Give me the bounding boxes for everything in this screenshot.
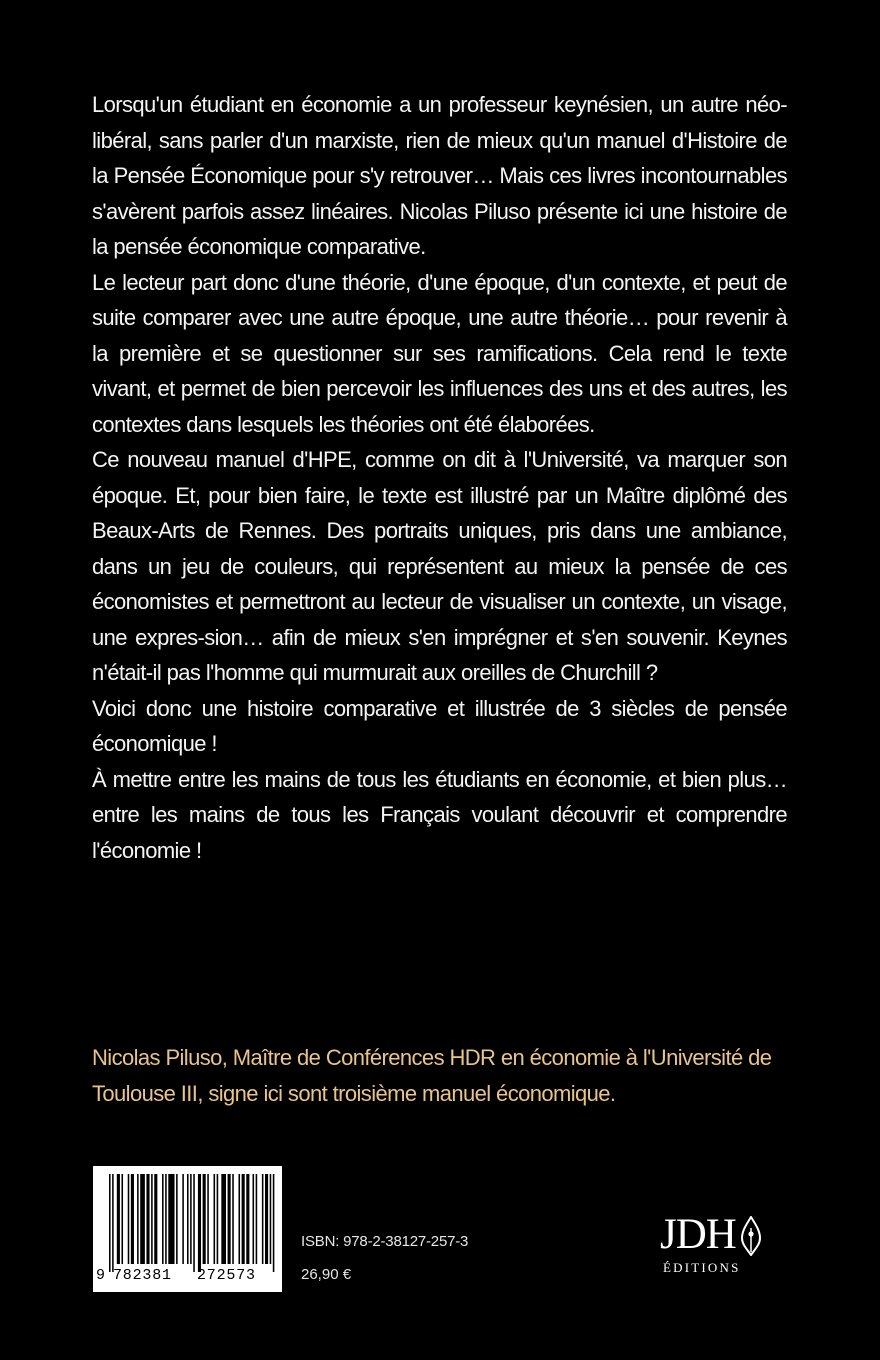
barcode-bar xyxy=(154,1174,157,1264)
blurb-paragraph-3: Ce nouveau manuel d'HPE, comme on dit à l'Université, va marquer son époque. Et, pour bien faire, le texte est illustré par un Maître diplômé des Beaux-Arts de Rennes. Des portraits uniques, pris dans une ambiance, dans un jeu de couleurs, qui représentent au mieux la pensée de ces économistes et permettront au lecteur de visualiser un contexte, un visage, une expres-sion… afin de mieux s'en imprégner et s'en souvenir. Keynes n'était-il pas l'homme qui murmurait aux oreilles de Churchill ? xyxy=(92,447,787,685)
barcode-bar xyxy=(207,1174,209,1264)
barcode-first-digit: 9 xyxy=(96,1267,106,1284)
barcode-bar xyxy=(131,1174,134,1264)
barcode-bar xyxy=(270,1174,272,1264)
barcode-bar xyxy=(203,1174,206,1264)
publisher-logo-letters: JDH xyxy=(660,1211,736,1258)
barcode-bar xyxy=(187,1174,189,1264)
barcode-bar xyxy=(228,1174,231,1264)
blurb-text xyxy=(92,87,787,868)
barcode-bar xyxy=(117,1174,120,1264)
author-bio-text: Nicolas Piluso, Maître de Conférences HDR en économie à l'Université de Toulouse III, signe ici sont troisième manuel économique. xyxy=(92,1045,772,1106)
barcode-bar xyxy=(265,1174,268,1264)
barcode-bar xyxy=(109,1174,111,1272)
barcode-bar xyxy=(273,1174,275,1272)
barcode-bar xyxy=(146,1174,149,1264)
author-bio xyxy=(92,1040,787,1112)
barcode-bar xyxy=(162,1174,164,1264)
blurb-paragraph-4: Voici donc une histoire comparative et illustrée de 3 siècles de pensée économique ! xyxy=(92,695,787,756)
barcode-bar xyxy=(190,1174,192,1264)
barcode-bar xyxy=(262,1174,264,1264)
barcode-bar xyxy=(168,1174,174,1264)
publisher-logo-subtitle: ÉDITIONS xyxy=(663,1260,741,1275)
barcode-bar xyxy=(217,1174,219,1264)
barcode-bar xyxy=(128,1174,130,1264)
barcode-bar xyxy=(121,1174,123,1264)
blurb-paragraph-1: Lorsqu'un étudiant en économie a un professeur keynésien, un autre néo-libéral, sans parler d'un marxiste, rien de mieux qu'un manuel d'Histoire de la Pensée Économique pour s'y retrouver… Mais ces livres incontournables s'avèrent parfois assez linéaires. Nicolas Piluso présente ici une histoire de la pensée économique comparative. xyxy=(92,92,787,259)
barcode-bar xyxy=(193,1174,195,1272)
barcode-bar xyxy=(140,1174,145,1264)
barcode-bar xyxy=(198,1174,201,1272)
barcode-bar xyxy=(256,1174,258,1264)
barcode-bar xyxy=(112,1174,114,1272)
fountain-pen-nib-icon xyxy=(739,1216,763,1261)
barcode-right-digits: 272573 xyxy=(197,1267,256,1284)
barcode-bar xyxy=(165,1174,167,1264)
price: 26,90 € xyxy=(301,1266,352,1283)
blurb-paragraph-5: À mettre entre les mains de tous les étudiants en économie, et bien plus… entre les mains de tous les Français voulant découvrir et comprendre l'économie ! xyxy=(92,766,787,863)
barcode xyxy=(93,1166,282,1292)
barcode-bar xyxy=(137,1174,139,1264)
barcode-bar xyxy=(253,1174,255,1264)
barcode-bar xyxy=(242,1174,245,1264)
publisher-logo xyxy=(660,1212,770,1282)
barcode-bar xyxy=(232,1174,234,1264)
barcode-bar xyxy=(246,1174,249,1264)
barcode-bar xyxy=(182,1174,184,1264)
barcode-bar xyxy=(214,1174,216,1264)
barcode-bar xyxy=(221,1174,226,1264)
barcode-bar xyxy=(176,1174,178,1264)
isbn-number: ISBN: 978-2-38127-257-3 xyxy=(301,1233,469,1250)
barcode-bar xyxy=(238,1174,240,1264)
blurb-paragraph-2: Le lecteur part donc d'une théorie, d'une époque, d'un contexte, et peut de suite comparer avec une autre époque, une autre théorie… pour revenir à la première et se questionner sur ses ramifications. Cela rend le texte vivant, et permet de bien percevoir les influences des uns et des autres, les contextes dans lesquels les théories ont été élaborées. xyxy=(92,269,787,437)
barcode-left-digits: 782381 xyxy=(113,1267,172,1284)
barcode-bar xyxy=(151,1174,153,1264)
